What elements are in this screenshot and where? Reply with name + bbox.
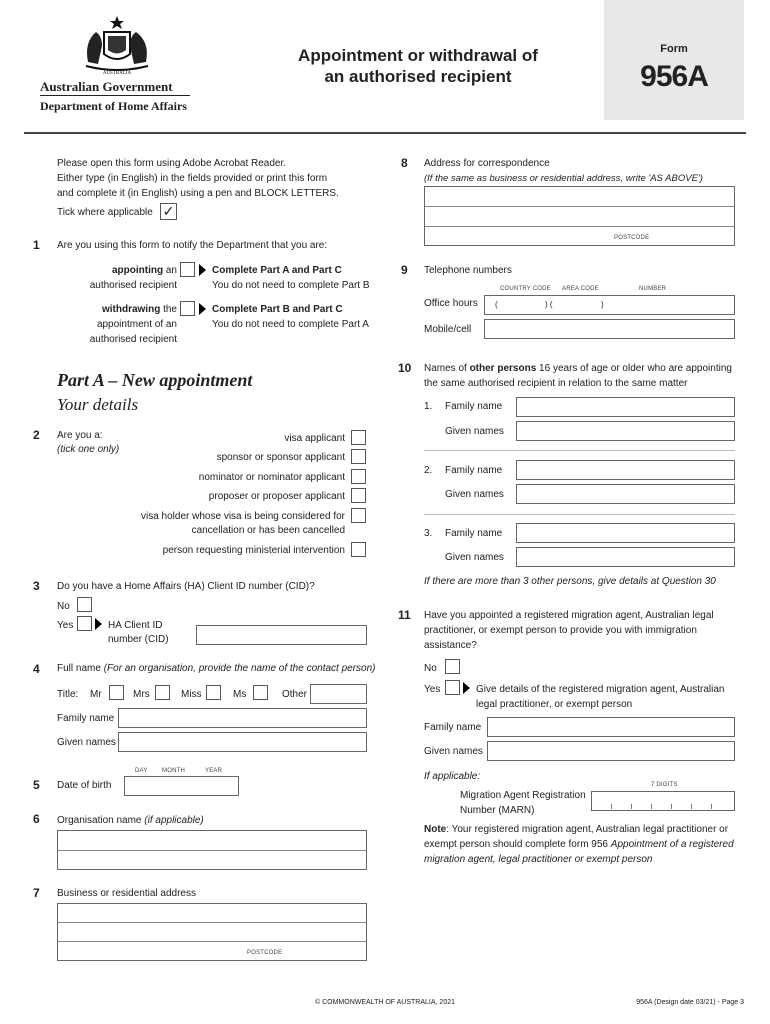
q2-text: Are you a: [57,430,103,441]
field-divider [425,206,734,207]
title-mr-checkbox[interactable] [109,685,124,700]
paren-close: ) [601,300,604,309]
copyright-footer: © COMMONWEALTH OF AUSTRALIA, 2021 [315,999,455,1006]
organisation-name-input[interactable] [57,830,367,870]
q2-hint: (tick one only) [57,444,120,455]
q4-text: Full name (For an organisation, provide the name of the contact person) [57,663,376,674]
person-1-given-input[interactable] [516,421,735,441]
cid-input[interactable] [196,625,367,645]
office-hours-label: Office hours [424,298,478,309]
cid-yes-checkbox[interactable] [77,616,92,631]
q3-number: 3 [33,579,40,593]
person-3-family-label: Family name [445,528,503,539]
marn-label-line1: Migration Agent Registration [460,790,586,801]
agent-family-input[interactable] [487,717,735,737]
q8-text: Address for correspondence [424,158,550,169]
q10-text-line2: the same authorised recipient in relation to the same matter [424,378,688,389]
paren-mid: ) ( [545,300,553,309]
dob-month-label: MONTH [162,768,185,774]
q2-option-label: sponsor or sponsor applicant [216,452,345,463]
agent-given-input[interactable] [487,741,735,761]
title-other-label: Other [282,689,308,700]
q5-number: 5 [33,778,40,792]
agent-yes-checkbox[interactable] [445,680,460,695]
q1-opt2-note: You do not need to complete Part A [212,319,369,330]
correspondence-address-input[interactable] [424,186,735,246]
proposer-checkbox[interactable] [351,488,366,503]
marn-label-line2: Number (MARN) [460,805,535,816]
q11-note-line2: exempt person should complete form 956 Appointment of a registered [424,839,734,850]
q1-number: 1 [33,238,40,252]
q2-option-label: nominator or nominator applicant [198,472,345,483]
gov-name: Australian Government [40,79,173,94]
given-names-input[interactable] [118,732,367,752]
part-a-subtitle: Your details [57,395,139,414]
top-rule [24,132,746,134]
q3-yes-label: Yes [57,620,74,631]
marn-input[interactable] [591,791,735,811]
q2-option-label: visa holder whose visa is being considered for [141,511,345,522]
title-mrs-checkbox[interactable] [155,685,170,700]
q5-text: Date of birth [57,780,112,791]
q11-no-label: No [424,663,437,674]
page-footer: 956A (Design date 03/21) - Page 3 [636,999,744,1006]
q10-text: Names of other persons 16 years of age or older who are appointing [424,363,732,374]
checkmark-icon: ✓ [162,203,175,219]
person-1-family-label: Family name [445,401,503,412]
business-postcode-label: POSTCODE [247,950,283,956]
title-label: Title: [57,689,79,700]
q6-text: Organisation name (if applicable) [57,815,204,826]
title-ms-checkbox[interactable] [253,685,268,700]
agent-given-label: Given names [424,746,483,757]
q11-line3: assistance? [424,640,477,651]
paren-open: ( [495,300,498,309]
seven-digits-label: 7 DIGITS [651,782,678,788]
q10-number: 10 [398,361,412,375]
part-a-title: Part A – New appointment [57,370,253,390]
tick-label: Tick where applicable [57,207,153,218]
svg-text:AUSTRALIA: AUSTRALIA [102,71,132,76]
person-3-number: 3. [424,528,433,539]
title-miss-checkbox[interactable] [206,685,221,700]
field-divider [58,941,366,942]
visa-applicant-checkbox[interactable] [351,430,366,445]
digit-separator [711,804,712,809]
office-phone-input[interactable] [484,295,735,315]
person-2-given-label: Given names [445,489,504,500]
cid-no-checkbox[interactable] [77,597,92,612]
digit-separator [611,804,612,809]
dob-input[interactable] [124,776,239,796]
arrow-right-icon [463,682,470,694]
person-divider [424,450,735,451]
title-miss-label: Miss [181,689,202,700]
title-mrs-label: Mrs [133,689,150,700]
form-title-line2: an authorised recipient [324,67,512,86]
digit-separator [651,804,652,809]
tick-example-box [160,203,177,220]
appointing-checkbox[interactable] [180,262,195,277]
form-number: 956A [640,60,708,93]
agent-family-label: Family name [424,722,482,733]
q11-note-line3: migration agent, legal practitioner or exempt person [424,854,653,865]
area-code-label: AREA CODE [562,286,599,292]
withdrawing-checkbox[interactable] [180,301,195,316]
mobile-phone-input[interactable] [484,319,735,339]
digit-separator [691,804,692,809]
q10-more-note: If there are more than 3 other persons, give details at Question 30 [424,576,716,587]
country-code-label: COUNTRY CODE [500,286,551,292]
given-names-label: Given names [57,737,116,748]
q11-number: 11 [398,608,411,622]
person-2-number: 2. [424,465,433,476]
q1-opt2-label: withdrawing the [101,304,177,315]
person-divider [424,514,735,515]
q1-opt1-note: You do not need to complete Part B [212,280,370,291]
cid-label-line2: number (CID) [108,634,169,645]
q1-opt2-line3: authorised recipient [89,334,177,345]
number-label: NUMBER [639,286,667,292]
agent-no-checkbox[interactable] [445,659,460,674]
cid-label-line1: HA Client ID [108,620,163,631]
q3-text: Do you have a Home Affairs (HA) Client ID number (CID)? [57,581,315,592]
title-other-input[interactable] [310,684,367,704]
form-label: Form [660,43,688,55]
form-title-line1: Appointment or withdrawal of [298,46,538,65]
q1-opt2-action: Complete Part B and Part C [212,304,343,315]
intro-line2: Either type (in English) in the fields provided or print this form [57,173,328,184]
q6-number: 6 [33,812,40,826]
header-divider [40,95,190,96]
q2-option-label: proposer or proposer applicant [208,491,345,502]
business-address-input[interactable] [57,903,367,961]
dept-name: Department of Home Affairs [40,99,187,113]
sponsor-checkbox[interactable] [351,449,366,464]
q2-option-label: person requesting ministerial intervention [162,545,345,556]
intro-line1: Please open this form using Adobe Acrobat Reader. [57,158,287,169]
q3-no-label: No [57,601,70,612]
digit-separator [631,804,632,809]
mobile-label: Mobile/cell [424,324,472,335]
q8-hint: (If the same as business or residential address, write 'AS ABOVE') [424,173,703,184]
q2-number: 2 [33,428,40,442]
q9-number: 9 [401,263,408,277]
correspondence-postcode-label: POSTCODE [614,235,650,241]
q11-yes-label: Yes [424,684,441,695]
intro-line3: and complete it (in English) using a pen and BLOCK LETTERS. [57,188,339,199]
q2-option-label: visa applicant [284,433,345,444]
person-2-given-input[interactable] [516,484,735,504]
dob-day-label: DAY [135,768,148,774]
person-2-family-input[interactable] [516,460,735,480]
coat-of-arms-logo [82,14,152,76]
q7-number: 7 [33,886,40,900]
if-applicable-label: If applicable: [424,771,481,782]
field-divider [58,850,366,851]
q4-number: 4 [33,662,40,676]
family-name-label: Family name [57,713,115,724]
visa-holder-checkbox[interactable] [351,508,366,523]
person-1-number: 1. [424,401,433,412]
q7-text: Business or residential address [57,888,196,899]
q1-opt2-line2: appointment of an [96,319,177,330]
person-1-family-input[interactable] [516,397,735,417]
digit-separator [671,804,672,809]
q11-line1: Have you appointed a registered migration agent, Australian legal [424,610,714,621]
q1-text: Are you using this form to notify the Department that you are: [57,240,328,251]
arrow-right-icon [199,303,206,315]
dob-year-label: YEAR [205,768,223,774]
q2-option-label-line2: cancellation or has been cancelled [191,525,345,536]
title-mr-label: Mr [90,689,102,700]
person-2-family-label: Family name [445,465,503,476]
field-divider [58,922,366,923]
person-3-family-input[interactable] [516,523,735,543]
q11-line2: practitioner, or exempt person to provide you with immigration [424,625,697,636]
arrow-right-icon [199,264,206,276]
q11-give-line1: Give details of the registered migration agent, Australian [476,684,725,695]
q1-opt1-line2: authorised recipient [89,280,177,291]
arrow-right-icon [95,618,102,630]
person-3-given-label: Given names [445,552,504,563]
q9-text: Telephone numbers [424,265,512,276]
q1-opt1-label: appointing an [111,265,177,276]
q11-note-line1: Note: Your registered migration agent, Australian legal practitioner or [424,824,729,835]
person-3-given-input[interactable] [516,547,735,567]
field-divider [425,226,734,227]
family-name-input[interactable] [118,708,367,728]
q8-number: 8 [401,156,408,170]
ministerial-intervention-checkbox[interactable] [351,542,366,557]
person-1-given-label: Given names [445,426,504,437]
q11-give-line2: legal practitioner, or exempt person [476,699,633,710]
nominator-checkbox[interactable] [351,469,366,484]
q1-opt1-action: Complete Part A and Part C [212,265,342,276]
title-ms-label: Ms [233,689,247,700]
